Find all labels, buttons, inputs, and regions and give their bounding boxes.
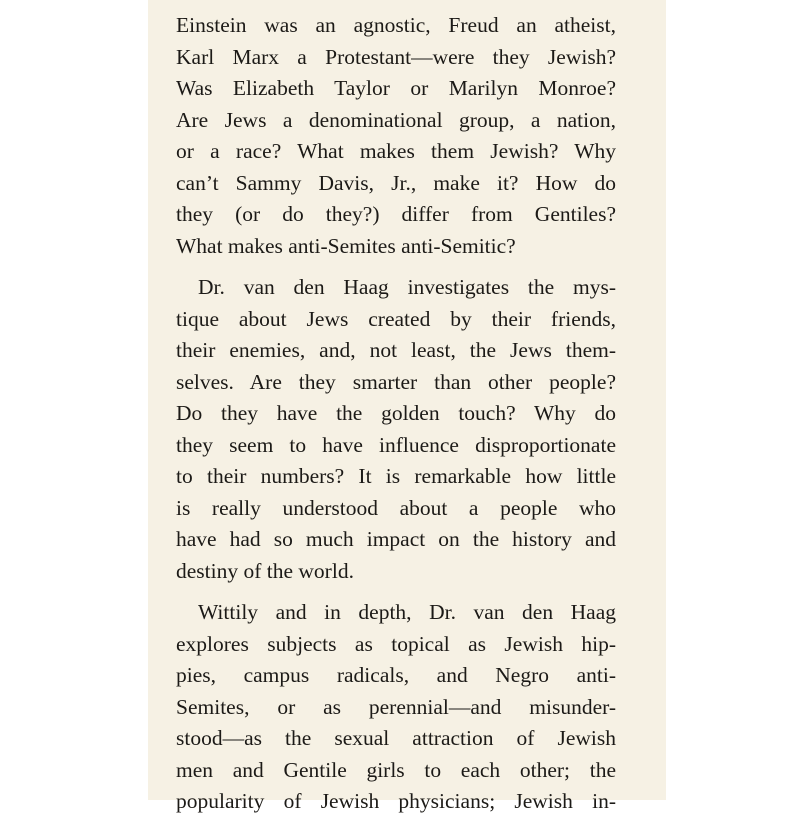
text-line: to their numbers? It is remarkable how little (176, 464, 616, 488)
text-line: stood—as the sexual attraction of Jewish (176, 726, 616, 750)
text-line: is really understood about a people who (176, 495, 616, 520)
text-line: Karl Marx a Protestant—were they Jewish? (176, 44, 616, 69)
text-line: selves. Are they smarter than other people? (176, 369, 616, 394)
text-line: can’t Sammy Davis, Jr., make it? How do (176, 170, 616, 195)
text-line: Semites, or as perennial—and misunder- (176, 694, 616, 719)
paragraph-2 (176, 272, 616, 587)
text-line: they (or do they?) differ from Gentiles? (176, 202, 616, 226)
text-line: Dr. van den Haag investigates the mys- (198, 275, 616, 299)
text-line: pies, campus radicals, and Negro anti- (176, 663, 616, 687)
text-line: Was Elizabeth Taylor or Marilyn Monroe? (176, 76, 616, 100)
paper-sheet (148, 0, 666, 813)
text-line: What makes anti-Semites anti-Semitic? (176, 233, 516, 258)
text-line: Einstein was an agnostic, Freud an atheist, (176, 13, 616, 37)
text-line: men and Gentile girls to each other; the (176, 757, 616, 782)
text-line: or a race? What makes them Jewish? Why (176, 139, 616, 163)
text-line: explores subjects as topical as Jewish hip- (176, 631, 616, 656)
text-line: destiny of the world. (176, 558, 354, 583)
paragraph-1 (176, 10, 616, 262)
text-line: tique about Jews created by their friends, (176, 306, 616, 331)
text-line: Are Jews a denominational group, a nation, (176, 107, 616, 132)
text-line: their enemies, and, not least, the Jews them- (176, 338, 616, 362)
text-line: Do they have the golden touch? Why do (176, 401, 616, 425)
text-line: have had so much impact on the history and (176, 527, 616, 551)
paragraph-3 (176, 597, 616, 818)
body-text (176, 10, 616, 818)
text-line: Wittily and in depth, Dr. van den Haag (198, 600, 616, 624)
text-line: they seem to have influence disproportionate (176, 432, 616, 457)
text-line: popularity of Jewish physicians; Jewish in- (176, 789, 616, 813)
